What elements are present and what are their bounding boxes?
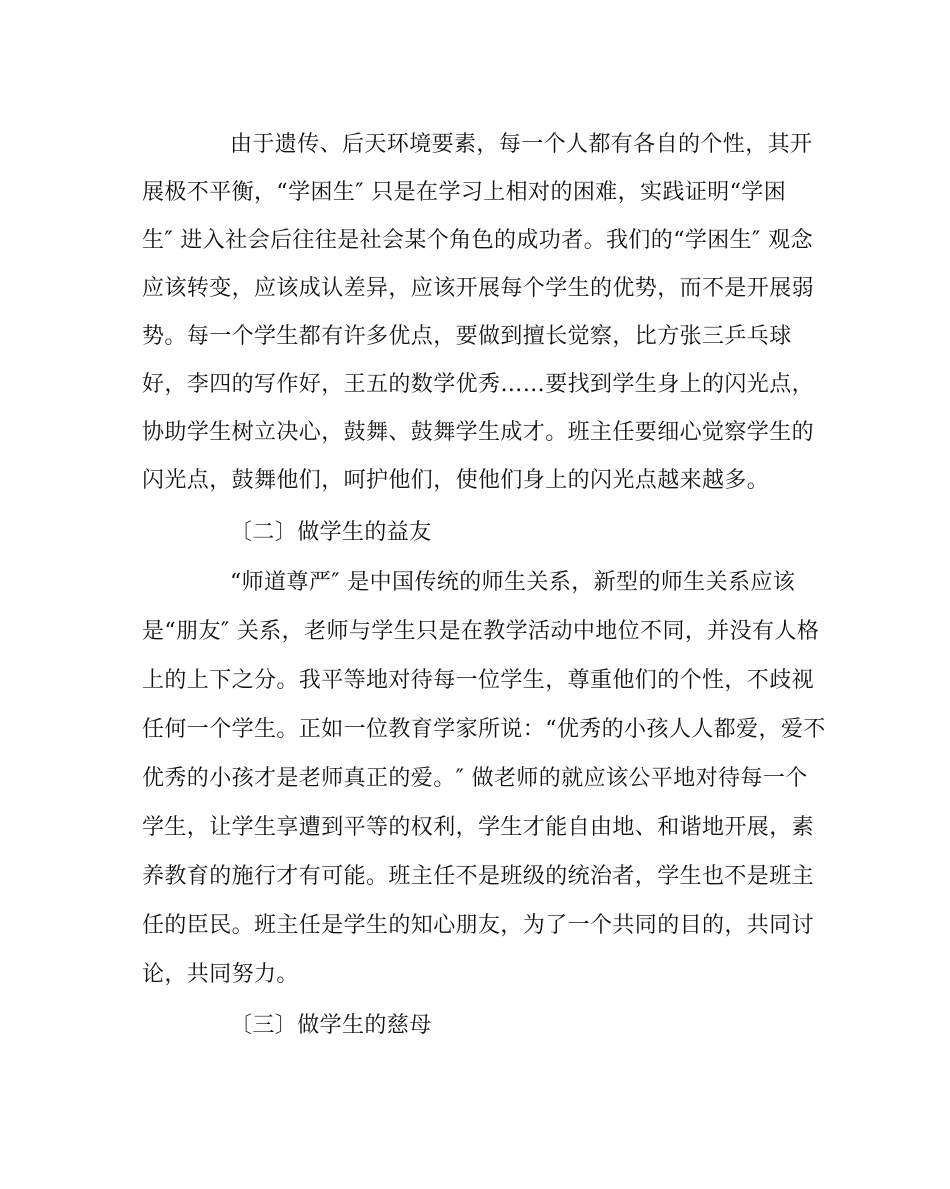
paragraph-line: 协助学生树立决心，鼓舞、鼓舞学生成才。班主任要细心觉察学生的 [142, 420, 815, 445]
paragraph-line: 优秀的小孩才是老师真正的爱。″ 做老师的就应该公平地对待每一个 [142, 766, 808, 791]
paragraph-line: 养教育的施行才有可能。班主任不是班级的统治者，学生也不是班主 [142, 864, 815, 889]
paragraph-line: “师道尊严″ 是中国传统的师生关系，新型的师生关系应该 [230, 570, 796, 595]
paragraph-line: 任的臣民。班主任是学生的知心朋友，为了一个共同的目的，共同讨 [142, 913, 815, 938]
paragraph-line: 学生，让学生享遭到平等的权利，学生才能自由地、和谐地开展，素 [142, 815, 815, 840]
paragraph-line: 势。每一个学生都有许多优点，要做到擅长觉察，比方张三乒乓球 [142, 324, 792, 349]
paragraph-line: 生″ 进入社会后往往是社会某个角色的成功者。我们的“学困生″ 观念 [142, 228, 813, 253]
paragraph-line: 应该转变，应该成认差异，应该开展每个学生的优势，而不是开展弱 [142, 276, 815, 301]
paragraph-line: 闪光点，鼓舞他们，呵护他们，使他们身上的闪光点越来越多。 [142, 468, 770, 493]
paragraph-line: 任何一个学生。正如一位教育学家所说：“优秀的小孩人人都爱，爱不 [142, 717, 826, 742]
section-heading: 〔二〕做学生的益友 [230, 520, 432, 545]
paragraph-line: 好，李四的写作好，王五的数学优秀……要找到学生身上的闪光点， [142, 372, 815, 397]
paragraph-line: 由于遗传、后天环境要素，每一个人都有各自的个性，其开 [230, 132, 813, 157]
section-heading: 〔三〕做学生的慈母 [230, 1013, 432, 1038]
paragraph-line: 论，共同努力。 [142, 962, 299, 987]
paragraph-line: 是“朋友″ 关系，老师与学生只是在教学活动中地位不同，并没有人格 [142, 619, 820, 644]
paragraph-line: 上的上下之分。我平等地对待每一位学生，尊重他们的个性，不歧视 [142, 668, 815, 693]
paragraph-line: 展极不平衡，“学困生″ 只是在学习上相对的困难，实践证明“学困 [142, 180, 787, 205]
